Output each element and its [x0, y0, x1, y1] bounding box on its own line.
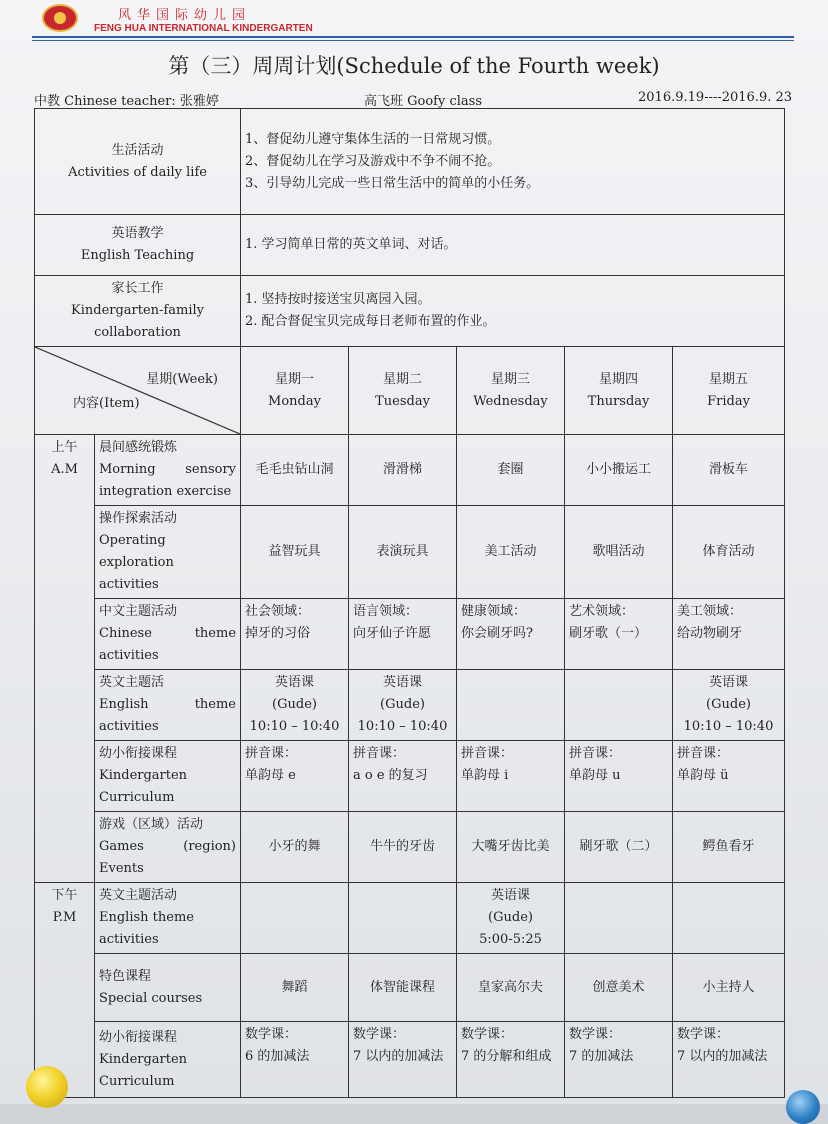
row-daily-life: [35, 109, 785, 215]
row-special: [35, 954, 785, 1022]
yellow-pushpin-icon: [26, 1066, 68, 1108]
cell-games-thu: 刷牙歌（二）: [565, 812, 673, 883]
school-name-cn: 风华国际幼儿园: [118, 8, 252, 23]
cell-kinder-am-fri: 拼音课： 单韵母 ü: [673, 741, 785, 812]
cell-special-mon: 舞蹈: [241, 954, 349, 1022]
row-english-teaching: [35, 215, 785, 276]
period-am: 上午 A.M: [35, 435, 95, 883]
label-english-pm: 英文主题活动 English theme activities: [95, 883, 241, 954]
cell-operating-wed: 美工活动: [457, 506, 565, 599]
row-games: [35, 812, 785, 883]
cell-operating-tue: 表演玩具: [349, 506, 457, 599]
teacher-info: 中教 Chinese teacher: 张雅婷: [34, 94, 219, 109]
cell-special-fri: 小主持人: [673, 954, 785, 1022]
cell-chinese-mon: 社会领域： 掉牙的习俗: [241, 599, 349, 670]
row-morning-sensory: [35, 435, 785, 506]
cell-games-fri: 鳄鱼看牙: [673, 812, 785, 883]
period-pm: 下午 P.M: [35, 883, 95, 1098]
school-name-en: FENG HUA INTERNATIONAL KINDERGARTEN: [94, 23, 313, 34]
cell-morning-mon: 毛毛虫钻山洞: [241, 435, 349, 506]
cell-kinder-pm-thu: 数学课： 7 的加减法: [565, 1022, 673, 1098]
content-daily-life: 1、督促幼儿遵守集体生活的一日常规习惯。 2、督促幼儿在学习及游戏中不争不闹不抢。 3、引导幼儿完成一些日常生活中的简单的小任务。: [241, 109, 785, 215]
cell-chinese-tue: 语言领域： 向牙仙子许愿: [349, 599, 457, 670]
header-rule-thin: [32, 40, 794, 41]
cell-english-am-wed: [457, 670, 565, 741]
label-kinder-pm: 幼小衔接课程 Kindergarten Curriculum: [95, 1022, 241, 1098]
page-title: 第（三）周周计划(Schedule of the Fourth week): [168, 54, 660, 78]
cell-games-tue: 牛牛的牙齿: [349, 812, 457, 883]
cell-games-mon: 小牙的舞: [241, 812, 349, 883]
cell-kinder-pm-mon: 数学课： 6 的加减法: [241, 1022, 349, 1098]
row-operating: [35, 506, 785, 599]
cell-special-wed: 皇家高尔夫: [457, 954, 565, 1022]
row-family: [35, 276, 785, 347]
cell-english-pm-thu: [565, 883, 673, 954]
day-friday: 星期五 Friday: [673, 347, 785, 435]
cell-kinder-am-mon: 拼音课： 单韵母 e: [241, 741, 349, 812]
cell-english-pm-mon: [241, 883, 349, 954]
label-morning-sensory: 晨间感统锻炼 Morning sensory integration exercise: [95, 435, 241, 506]
cell-games-wed: 大嘴牙齿比美: [457, 812, 565, 883]
row-chinese-theme: [35, 599, 785, 670]
cell-operating-thu: 歌唱活动: [565, 506, 673, 599]
label-daily-life: 生活活动 Activities of daily life: [35, 109, 241, 215]
cell-kinder-pm-tue: 数学课： 7 以内的加减法: [349, 1022, 457, 1098]
row-english-pm: [35, 883, 785, 954]
cell-special-thu: 创意美术: [565, 954, 673, 1022]
row-week-header: [35, 347, 785, 435]
cell-operating-fri: 体育活动: [673, 506, 785, 599]
label-english-am: 英文主题活 English theme activities: [95, 670, 241, 741]
label-operating: 操作探索活动 Operating exploration activities: [95, 506, 241, 599]
cell-morning-thu: 小小搬运工: [565, 435, 673, 506]
label-kinder-am: 幼小衔接课程 Kindergarten Curriculum: [95, 741, 241, 812]
cell-english-am-tue: 英语课 (Gude) 10:10 – 10:40: [349, 670, 457, 741]
content-family: 1. 坚持按时接送宝贝离园入园。 2. 配合督促宝贝完成每日老师布置的作业。: [241, 276, 785, 347]
date-range: 2016.9.19----2016.9. 23: [638, 90, 793, 105]
label-special: 特色课程 Special courses: [95, 954, 241, 1022]
header-rule: [32, 36, 794, 38]
cell-english-am-fri: 英语课 (Gude) 10:10 – 10:40: [673, 670, 785, 741]
school-logo-icon: [42, 4, 78, 32]
cell-english-am-thu: [565, 670, 673, 741]
cell-special-tue: 体智能课程: [349, 954, 457, 1022]
day-monday: 星期一 Monday: [241, 347, 349, 435]
day-wednesday: 星期三 Wednesday: [457, 347, 565, 435]
cell-chinese-wed: 健康领域： 你会刷牙吗?: [457, 599, 565, 670]
cell-kinder-pm-wed: 数学课： 7 的分解和组成: [457, 1022, 565, 1098]
row-english-am: [35, 670, 785, 741]
cell-english-pm-fri: [673, 883, 785, 954]
cell-kinder-am-thu: 拼音课： 单韵母 u: [565, 741, 673, 812]
cell-chinese-thu: 艺术领域： 刷牙歌（一）: [565, 599, 673, 670]
content-english-teaching: 1. 学习简单日常的英文单词、对话。: [241, 215, 785, 276]
cell-kinder-am-wed: 拼音课： 单韵母 i: [457, 741, 565, 812]
item-label: 内容(Item): [73, 396, 140, 411]
cell-kinder-am-tue: 拼音课： a o e 的复习: [349, 741, 457, 812]
day-tuesday: 星期二 Tuesday: [349, 347, 457, 435]
schedule-table: [34, 108, 785, 1098]
label-family: 家长工作 Kindergarten-family collaboration: [35, 276, 241, 347]
week-label: 星期(Week): [146, 372, 219, 387]
cell-chinese-fri: 美工领域： 给动物刷牙: [673, 599, 785, 670]
label-games: 游戏（区域）活动 Games (region) Events: [95, 812, 241, 883]
cell-morning-fri: 滑板车: [673, 435, 785, 506]
row-kinder-am: [35, 741, 785, 812]
cell-english-pm-tue: [349, 883, 457, 954]
cell-morning-wed: 套圈: [457, 435, 565, 506]
class-name: 高飞班 Goofy class: [364, 94, 482, 109]
cell-kinder-pm-fri: 数学课： 7 以内的加减法: [673, 1022, 785, 1098]
blue-pushpin-icon: [786, 1090, 820, 1124]
week-item-header: [35, 347, 241, 435]
row-kinder-pm: [35, 1022, 785, 1098]
cell-english-am-mon: 英语课 (Gude) 10:10 – 10:40: [241, 670, 349, 741]
label-chinese-theme: 中文主题活动 Chinese theme activities: [95, 599, 241, 670]
label-english-teaching: 英语教学 English Teaching: [35, 215, 241, 276]
day-thursday: 星期四 Thursday: [565, 347, 673, 435]
cell-operating-mon: 益智玩具: [241, 506, 349, 599]
cell-morning-tue: 滑滑梯: [349, 435, 457, 506]
cell-english-pm-wed: 英语课 (Gude) 5:00-5:25: [457, 883, 565, 954]
